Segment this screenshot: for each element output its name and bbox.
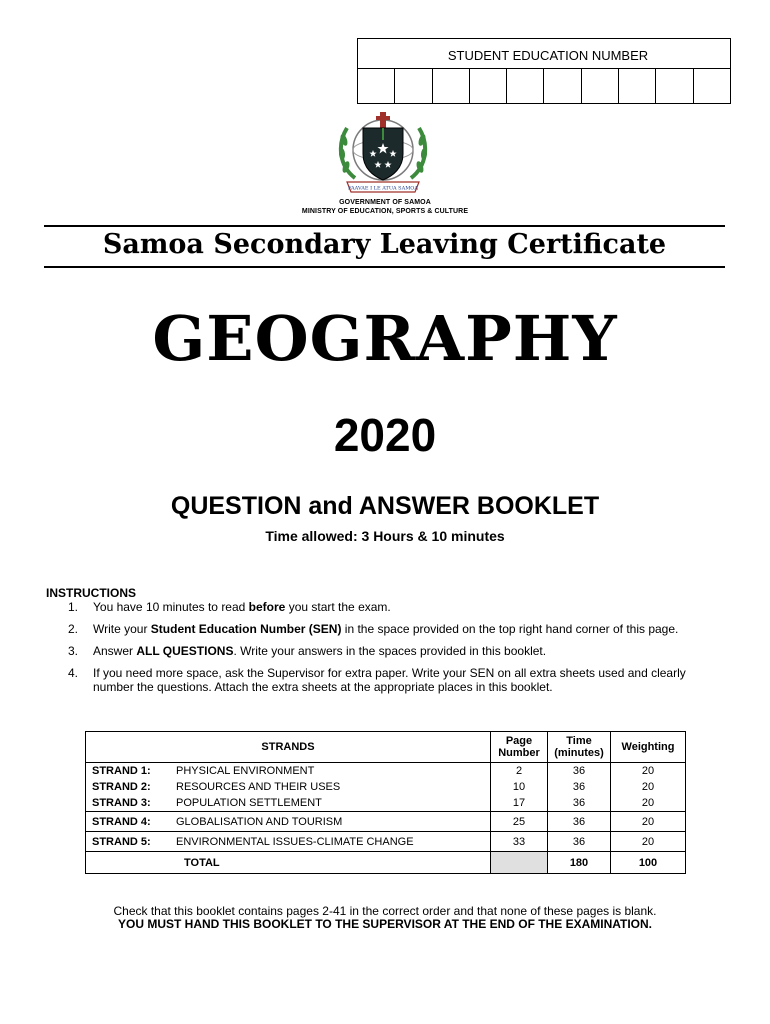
title-rule-bottom [44, 266, 725, 268]
strand-description: PHYSICAL ENVIRONMENT [176, 763, 491, 780]
instruction-text: . Write your answers in the spaces provided in this booklet. [233, 644, 547, 658]
weighting: 20 [611, 832, 686, 852]
instruction-number: 4. [68, 666, 79, 680]
sen-cell[interactable] [544, 69, 581, 103]
time-minutes: 36 [548, 795, 611, 812]
instruction-emphasis: Student Education Number (SEN) [150, 622, 342, 636]
weighting: 20 [611, 812, 686, 832]
time-minutes: 36 [548, 779, 611, 795]
total-weighting: 100 [611, 852, 686, 874]
samoa-coat-of-arms-icon [333, 110, 433, 198]
sen-cell[interactable] [619, 69, 656, 103]
weighting: 20 [611, 779, 686, 795]
instruction-number: 3. [68, 644, 79, 658]
col-header-weighting: Weighting [611, 732, 686, 763]
strand-label: STRAND 2: [86, 779, 177, 795]
title-rule-top [44, 225, 725, 227]
sen-cell[interactable] [358, 69, 395, 103]
instruction-emphasis: ALL QUESTIONS [136, 644, 234, 658]
certificate-title: Samoa Secondary Leaving Certificate [102, 229, 667, 260]
strand-description: GLOBALISATION AND TOURISM [176, 812, 491, 832]
government-label: GOVERNMENT OF SAMOA [339, 199, 431, 206]
sen-cell[interactable] [694, 69, 730, 103]
strands-table [85, 731, 686, 874]
col-header-strands: STRANDS [86, 732, 491, 763]
sen-box [357, 38, 731, 104]
strand-description: POPULATION SETTLEMENT [176, 795, 491, 812]
time-minutes: 36 [548, 832, 611, 852]
instruction-text: Answer [93, 644, 137, 658]
total-label: TOTAL [176, 852, 491, 874]
sen-cell[interactable] [395, 69, 432, 103]
time-allowed: Time allowed: 3 Hours & 10 minutes [265, 528, 505, 544]
sen-cell[interactable] [507, 69, 544, 103]
subject-title: GEOGRAPHY [152, 302, 618, 375]
table-row [86, 779, 686, 795]
page-number: 2 [491, 763, 548, 780]
booklet-title: QUESTION and ANSWER BOOKLET [170, 492, 600, 520]
strand-label: STRAND 4: [86, 812, 177, 832]
sen-label: STUDENT EDUCATION NUMBER [358, 39, 730, 69]
weighting: 20 [611, 763, 686, 780]
sen-cells [358, 69, 730, 103]
total-page-shaded [491, 852, 548, 874]
strand-label: STRAND 1: [86, 763, 177, 780]
table-row [86, 832, 686, 852]
instruction-text: Write your [93, 622, 151, 636]
instruction-number: 1. [68, 600, 79, 614]
col-header-page-number: Page Number [491, 732, 548, 763]
weighting: 20 [611, 795, 686, 812]
table-row [86, 763, 686, 780]
instruction-text: You have 10 minutes to read [93, 600, 249, 614]
instruction-text: in the space provided on the top right hand corner of this page. [341, 622, 679, 636]
page-number: 17 [491, 795, 548, 812]
instruction-item [68, 600, 698, 614]
instruction-number: 2. [68, 622, 79, 636]
col-header-time: Time (minutes) [548, 732, 611, 763]
sen-cell[interactable] [656, 69, 693, 103]
strand-description: ENVIRONMENTAL ISSUES-CLIMATE CHANGE [176, 832, 491, 852]
sen-cell[interactable] [433, 69, 470, 103]
page-number: 25 [491, 812, 548, 832]
strand-description: RESOURCES AND THEIR USES [176, 779, 491, 795]
instruction-emphasis: before [248, 600, 286, 614]
crest-motto: FAAVAE I LE ATUA SAMOA [347, 185, 419, 192]
table-total-row [86, 852, 686, 874]
total-time: 180 [548, 852, 611, 874]
instruction-text: you start the exam. [285, 600, 391, 614]
instruction-item [68, 622, 698, 636]
page-number: 33 [491, 832, 548, 852]
check-pages-note: Check that this booklet contains pages 2-41 in the correct order and that none of these pages is blank. [113, 904, 657, 918]
time-minutes: 36 [548, 812, 611, 832]
instructions-list [68, 600, 698, 702]
instructions-heading: INSTRUCTIONS [46, 586, 136, 600]
strand-label: STRAND 5: [86, 832, 177, 852]
sen-cell[interactable] [470, 69, 507, 103]
instruction-text: If you need more space, ask the Supervisor for extra paper. Write your SEN on all extra sheets used and clearly number the questions. Attach the extra sheets at the appropriate places in this booklet. [93, 666, 686, 694]
hand-in-notice: YOU MUST HAND THIS BOOKLET TO THE SUPERVISOR AT THE END OF THE EXAMINATION. [117, 917, 653, 931]
page-number: 10 [491, 779, 548, 795]
exam-year: 2020 [333, 409, 437, 461]
instruction-item [68, 666, 698, 694]
sen-cell[interactable] [582, 69, 619, 103]
total-spacer [86, 852, 177, 874]
table-row [86, 812, 686, 832]
strand-label: STRAND 3: [86, 795, 177, 812]
table-row [86, 795, 686, 812]
time-minutes: 36 [548, 763, 611, 780]
ministry-label: MINISTRY OF EDUCATION, SPORTS & CULTURE [301, 208, 469, 215]
instruction-item [68, 644, 698, 658]
table-header-row [86, 732, 686, 763]
